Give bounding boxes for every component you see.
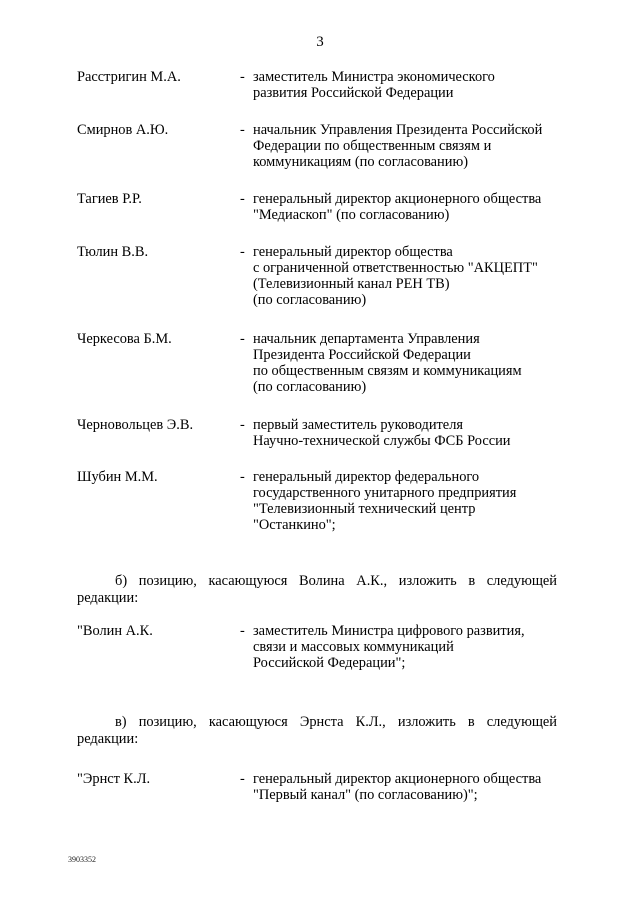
description-line: Российской Федерации"; <box>253 655 406 671</box>
description-line: (Телевизионный канал РЕН ТВ) <box>253 276 450 292</box>
page-number: 3 <box>316 34 324 50</box>
entry-name: Черкесова Б.М. <box>77 331 172 347</box>
description-line: (по согласованию) <box>253 379 367 395</box>
paragraph-line: редакции: <box>77 590 139 606</box>
entry-name: Тагиев Р.Р. <box>77 191 142 207</box>
entry-name: Черновольцев Э.В. <box>77 417 194 433</box>
description-line: (по согласованию) <box>253 292 367 308</box>
description-line: первый заместитель руководителя <box>253 417 463 433</box>
paragraph-line: редакции: <box>77 731 139 747</box>
entry-description <box>253 69 573 101</box>
entry-description <box>253 244 573 308</box>
entry-dash: - <box>240 331 245 347</box>
entry-dash: - <box>240 623 245 639</box>
description-line: коммуникациям (по согласованию) <box>253 154 469 170</box>
entry-description <box>253 417 573 449</box>
entry-description <box>253 331 573 395</box>
description-line: начальник Управления Президента Российской <box>253 122 543 138</box>
paragraph-v <box>77 714 557 748</box>
entry-dash: - <box>240 417 245 433</box>
description-line: Президента Российской Федерации <box>253 347 471 363</box>
description-line: развития Российской Федерации <box>253 85 454 101</box>
paragraph-b <box>77 573 557 607</box>
description-line: генеральный директор общества <box>253 244 453 260</box>
description-line: "Останкино"; <box>253 517 336 533</box>
entry-name: Шубин М.М. <box>77 469 158 485</box>
description-line: заместитель Министра цифрового развития, <box>253 623 525 639</box>
entry-dash: - <box>240 69 245 85</box>
document-code: 3903352 <box>68 855 96 864</box>
description-line: по общественным связям и коммуникациям <box>253 363 522 379</box>
entry-dash: - <box>240 122 245 138</box>
description-line: "Первый канал" (по согласованию)"; <box>253 787 478 803</box>
description-line: генеральный директор акционерного общества <box>253 191 542 207</box>
entry-dash: - <box>240 191 245 207</box>
description-line: генеральный директор акционерного общества <box>253 771 542 787</box>
paragraph-line: б) позицию, касающуюся Волина А.К., изложить в следующей <box>115 573 557 589</box>
description-line: с ограниченной ответственностью "АКЦЕПТ" <box>253 260 538 276</box>
description-line: связи и массовых коммуникаций <box>253 639 454 655</box>
description-line: государственного унитарного предприятия <box>253 485 517 501</box>
entry-description <box>253 623 573 671</box>
entry-name: "Волин А.К. <box>77 623 153 639</box>
description-line: "Медиаскоп" (по согласованию) <box>253 207 450 223</box>
description-line: генеральный директор федерального <box>253 469 480 485</box>
paragraph-line: в) позицию, касающуюся Эрнста К.Л., изложить в следующей <box>115 714 557 730</box>
entry-description <box>253 771 573 803</box>
entry-name: Тюлин В.В. <box>77 244 149 260</box>
entry-name: Расстригин М.А. <box>77 69 181 85</box>
entry-dash: - <box>240 469 245 485</box>
entry-description <box>253 191 573 223</box>
entry-description <box>253 469 573 533</box>
description-line: заместитель Министра экономического <box>253 69 495 85</box>
entry-name: Смирнов А.Ю. <box>77 122 169 138</box>
entry-dash: - <box>240 244 245 260</box>
description-line: "Телевизионный технический центр <box>253 501 476 517</box>
description-line: начальник департамента Управления <box>253 331 480 347</box>
entry-name: "Эрнст К.Л. <box>77 771 151 787</box>
entry-dash: - <box>240 771 245 787</box>
description-line: Федерации по общественным связям и <box>253 138 492 154</box>
entry-description <box>253 122 573 170</box>
description-line: Научно-технической службы ФСБ России <box>253 433 511 449</box>
